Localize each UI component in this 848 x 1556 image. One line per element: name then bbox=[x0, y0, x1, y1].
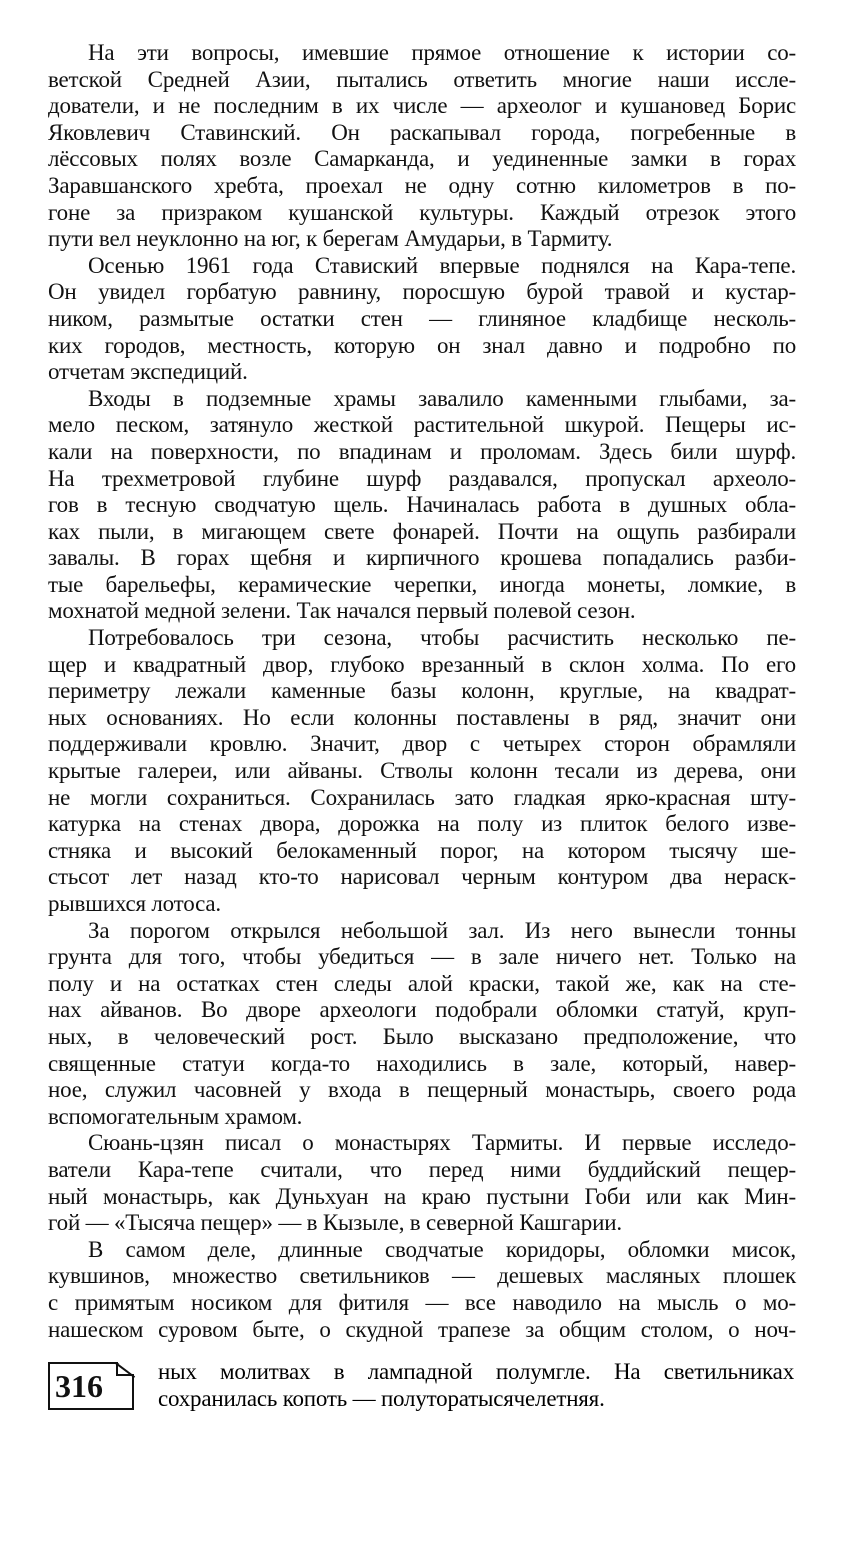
text-line: стняка и высокий белокаменный порог, на котором тысячу ше- bbox=[48, 837, 796, 863]
text-line: полу и на остатках стен следы алой краски, такой же, как на сте- bbox=[48, 970, 796, 996]
text-line: дователи, и не последним в их числе — археолог и кушановед Борис bbox=[48, 93, 796, 119]
text-line: Он увидел горбатую равнину, поросшую бурой травой и кустар- bbox=[48, 279, 796, 305]
text-line: ное, служил часовней у входа в пещерный монастырь, своего рода bbox=[48, 1077, 796, 1103]
text-line: Осенью 1961 года Ставиский впервые поднялся на Кара-тепе. bbox=[88, 252, 796, 278]
text-line: вспомогательным храмом. bbox=[48, 1103, 303, 1129]
text-line: ных, в человеческий рост. Было высказано предположение, что bbox=[48, 1023, 796, 1049]
text-line: отчетам экспедиций. bbox=[48, 359, 248, 385]
text-line: ных основаниях. Но если колонны поставлены в ряд, значит они bbox=[48, 704, 796, 730]
text-line: ках пыли, в мигающем свете фонарей. Почти на ощупь разбирали bbox=[48, 518, 796, 544]
text-line: стьсот лет назад кто-то нарисовал черным контуром два нераск- bbox=[48, 864, 796, 890]
text-line: ветской Средней Азии, пытались ответить многие наши иссле- bbox=[48, 66, 796, 92]
text-line: кали на поверхности, по впадинам и проломам. Здесь били шурф. bbox=[48, 438, 796, 464]
text-line: гов в тесную сводчатую щель. Начиналась работа в душных обла- bbox=[48, 492, 796, 518]
paragraph bbox=[48, 1237, 796, 1343]
text-line: За порогом открылся небольшой зал. Из него вынесли тонны bbox=[88, 917, 796, 943]
text-line: нах айванов. Во дворе археологи подобрали обломки статуй, круп- bbox=[48, 997, 796, 1023]
text-line: крытые галереи, или айваны. Стволы колонн тесали из дерева, они bbox=[48, 758, 796, 784]
text-line: На эти вопросы, имевшие прямое отношение к истории со- bbox=[88, 40, 796, 65]
text-line: завалы. В горах щебня и кирпичного крошева попадались разби- bbox=[48, 545, 796, 571]
final-paragraph-tail bbox=[158, 1359, 794, 1412]
text-line: кувшинов, множество светильников — дешевых масляных плошек bbox=[48, 1263, 796, 1289]
paragraph bbox=[48, 918, 796, 1131]
text-line: священные статуи когда-то находились в зале, который, навер- bbox=[48, 1050, 796, 1076]
text-line: В самом деле, длинные сводчатые коридоры, обломки мисок, bbox=[88, 1236, 796, 1262]
paragraph bbox=[48, 386, 796, 625]
page-number: 316 bbox=[55, 1368, 103, 1404]
text-line: Сюань-цзян писал о монастырях Тармиты. И первые исследо- bbox=[88, 1130, 796, 1156]
text-line: На трехметровой глубине шурф раздавался, пропускал археоло- bbox=[48, 465, 796, 491]
text-line: нашеском суровом быте, о скудной трапезе за общим столом, о ноч- bbox=[48, 1316, 796, 1342]
text-line: лёссовых полях возле Самарканда, и уединенные замки в горах bbox=[48, 146, 796, 172]
paragraph bbox=[48, 40, 796, 253]
text-line: Заравшанского хребта, проехал не одну сотню километров в по- bbox=[48, 172, 796, 198]
text-line: катурка на стенах двора, дорожка на полу из плиток белого изве- bbox=[48, 811, 796, 837]
text-line: пути вел неуклонно на юг, к берегам Амударьи, в Тармиту. bbox=[48, 226, 613, 252]
text-line: тые барельефы, керамические черепки, иногда монеты, ломкие, в bbox=[48, 571, 796, 597]
text-line: грунта для того, чтобы убедиться — в зале ничего нет. Только на bbox=[48, 944, 796, 970]
text-line: рывшихся лотоса. bbox=[48, 891, 221, 916]
page-body bbox=[48, 40, 796, 1343]
text-line: мохнатой медной зелени. Так начался первый полевой сезон. bbox=[48, 598, 636, 624]
text-line: ный монастырь, как Дуньхуан на краю пустыни Гоби или как Мин- bbox=[48, 1183, 796, 1209]
text-line: ных молитвах в лампадной полумгле. На светильниках bbox=[158, 1359, 794, 1384]
text-line: гоне за призраком кушанской культуры. Каждый отрезок этого bbox=[48, 199, 796, 225]
text-line: ником, размытые остатки стен — глиняное кладбище несколь- bbox=[48, 305, 796, 331]
text-line: не могли сохраниться. Сохранилась зато гладкая ярко-красная шту- bbox=[48, 784, 796, 810]
paragraph bbox=[48, 625, 796, 918]
paragraph bbox=[48, 253, 796, 386]
text-line: поддерживали кровлю. Значит, двор с четырех сторон обрамляли bbox=[48, 731, 796, 757]
text-line: мело песком, затянуло жесткой растительной шкурой. Пещеры ис- bbox=[48, 412, 796, 438]
text-line: ких городов, местность, которую он знал давно и подробно по bbox=[48, 332, 796, 358]
text-line: Яковлевич Ставинский. Он раскапывал города, погребенные в bbox=[48, 119, 796, 145]
text-line: периметру лежали каменные базы колонн, круглые, на квадрат- bbox=[48, 678, 796, 704]
text-line: Потребовалось три сезона, чтобы расчистить несколько пе- bbox=[88, 625, 796, 651]
text-line: сохранилась копоть — полуторатысячелетняя. bbox=[158, 1385, 605, 1411]
paragraph bbox=[48, 1130, 796, 1236]
text-line: Входы в подземные храмы завалило каменными глыбами, за- bbox=[88, 385, 796, 411]
text-line: щер и квадратный двор, глубоко врезанный в склон холма. По его bbox=[48, 651, 796, 677]
text-line: с примятым носиком для фитиля — все наводило на мысль о мо- bbox=[48, 1289, 796, 1315]
text-line: гой — «Тысяча пещер» — в Кызыле, в северной Кашгарии. bbox=[48, 1210, 622, 1236]
text-line: ватели Кара-тепе считали, что перед ними буддийский пещер- bbox=[48, 1156, 796, 1182]
